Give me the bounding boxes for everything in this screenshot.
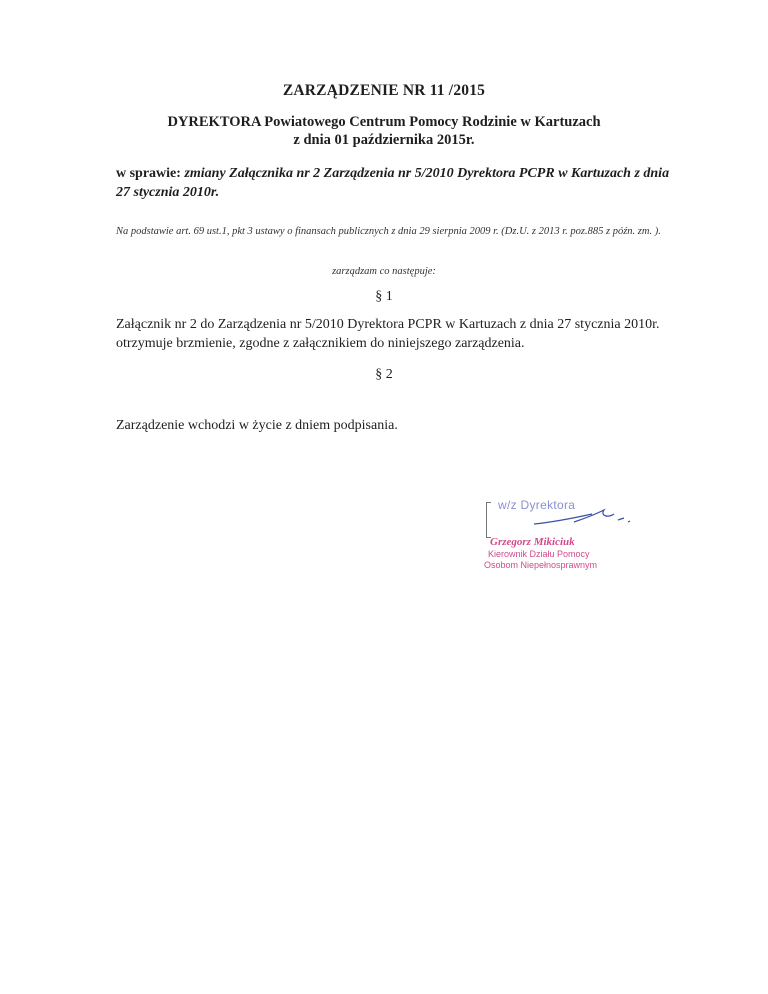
section-1-text: Załącznik nr 2 do Zarządzenia nr 5/2010 Dyrektora PCPR w Kartuzach z dnia 27 stycznia 2010r. otrzymuje brzmienie, zgodne z załącznikiem do niniejszego zarządzenia. (116, 317, 660, 351)
subject-label: w sprawie: (116, 166, 181, 181)
signature-stamp (484, 500, 644, 580)
legal-basis: Na podstawie art. 69 ust.1, pkt 3 ustawy o finansach publicznych z dnia 29 sierpnia 2009 r. (Dz.U. z 2013 r. poz.885 z późn. zm. ). (116, 226, 661, 237)
document-title: ZARZĄDZENIE NR 11 /2015 (282, 82, 486, 99)
stamp-bracket (486, 502, 491, 538)
stamp-role-line2: Osobom Niepełnosprawnym (484, 560, 598, 570)
stamp-name: Grzegorz Mikiciuk (490, 536, 575, 548)
subject-block (116, 164, 676, 202)
section-1-mark: § 1 (375, 289, 393, 304)
date-line: z dnia 01 października 2015r. (293, 132, 475, 148)
section-2-text: Zarządzenie wchodzi w życie z dniem podpisania. (116, 418, 398, 433)
handwritten-signature (504, 500, 644, 536)
issuer-line: DYREKTORA Powiatowego Centrum Pomocy Rodzinie w Kartuzach (167, 114, 601, 130)
section-2-mark: § 2 (375, 367, 393, 382)
decree-phrase: zarządzam co następuje: (332, 266, 436, 277)
stamp-top-text: w/z Dyrektora (498, 498, 576, 512)
subject-text: zmiany Załącznika nr 2 Zarządzenia nr 5/2010 Dyrektora PCPR w Kartuzach z dnia 27 stycznia 2010r. (116, 166, 670, 200)
stamp-role-line1: Kierownik Działu Pomocy (488, 549, 590, 559)
